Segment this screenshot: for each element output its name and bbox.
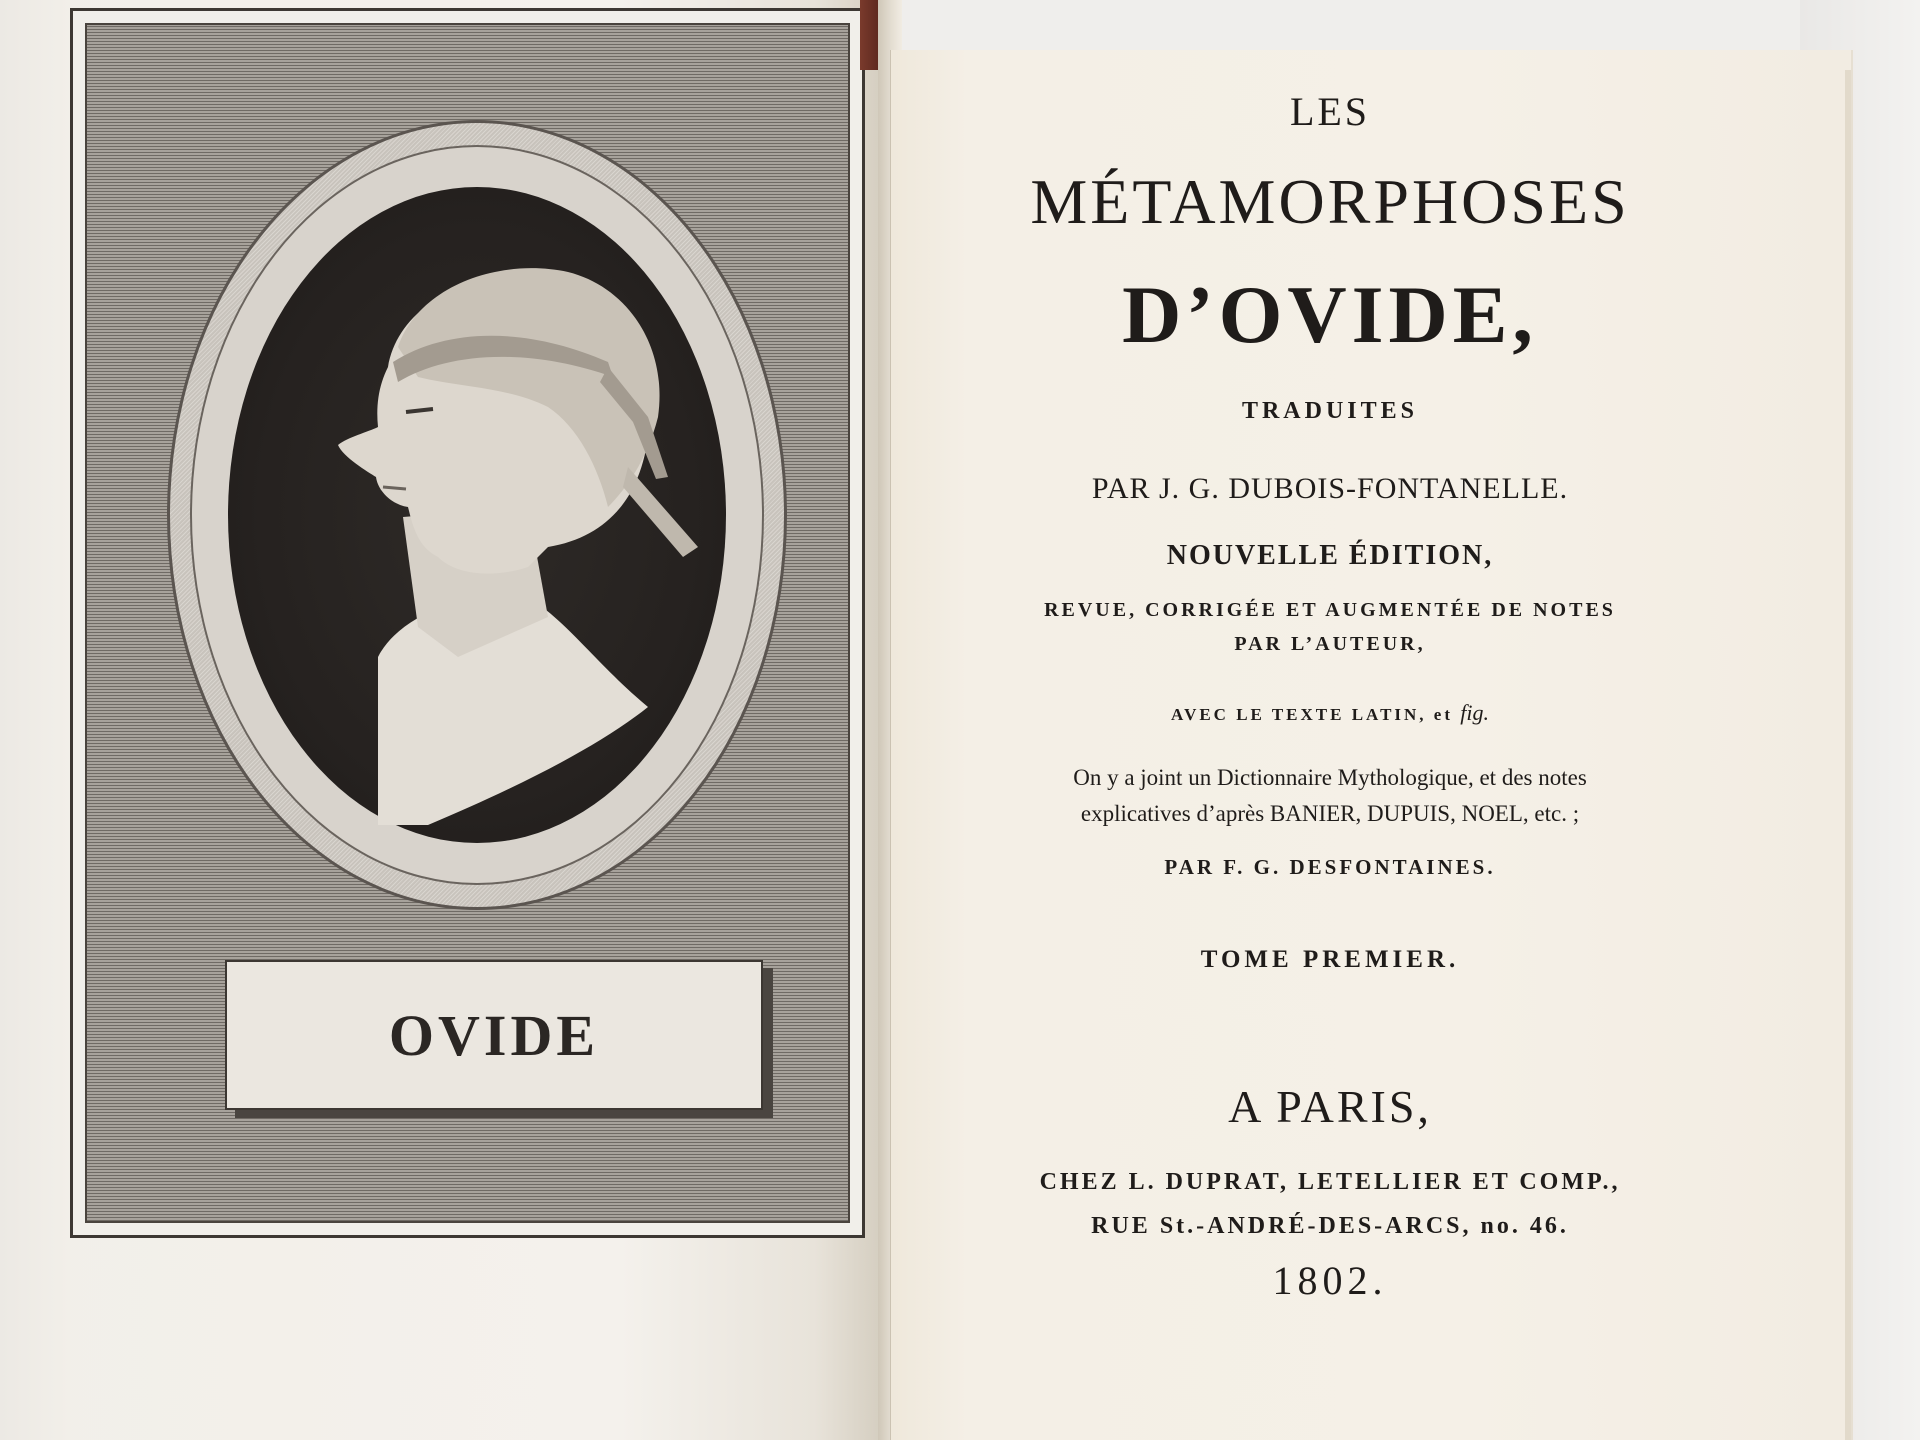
title-publisher: CHEZ L. DUPRAT, LETELLIER ET COMP., — [1039, 1169, 1621, 1195]
title-page-edge — [1845, 70, 1851, 1440]
title-tome: TOME PREMIER. — [1200, 946, 1460, 973]
title-main: MÉTAMORPHOSES — [1030, 166, 1630, 237]
engraving-background — [85, 23, 850, 1223]
title-avec — [950, 700, 1710, 726]
ovid-profile-bust — [228, 187, 704, 825]
frontispiece-engraving — [70, 8, 865, 1238]
portrait-oval — [228, 187, 726, 843]
title-edition: NOUVELLE ÉDITION, — [1166, 540, 1494, 571]
frontispiece-label — [225, 960, 763, 1110]
title-year: 1802. — [1272, 1258, 1388, 1303]
title-revue-line-1: REVUE, CORRIGÉE ET AUGMENTÉE DE NOTES — [1044, 599, 1616, 621]
title-dictionnaire — [950, 760, 1710, 832]
title-dict-line-1: On y a joint un Dictionnaire Mythologique, et des notes — [1073, 765, 1587, 790]
title-address: RUE St.-ANDRÉ-DES-ARCS, no. 46. — [1091, 1213, 1569, 1239]
title-traduites: TRADUITES — [1241, 398, 1419, 424]
left-page — [0, 0, 885, 1440]
title-dict-line-2: explicatives d’après BANIER, DUPUIS, NOEL, etc. ; — [1080, 801, 1580, 826]
frontispiece-label-text: OVIDE — [388, 1002, 600, 1068]
title-author: D’OVIDE, — [1122, 269, 1538, 360]
portrait-medallion — [167, 120, 787, 910]
title-avec-fig: fig. — [1460, 700, 1489, 725]
title-imprint — [950, 1160, 1710, 1248]
title-desfontaines: PAR F. G. DESFONTAINES. — [1164, 855, 1496, 879]
title-avec-text: AVEC LE TEXTE LATIN, et — [1170, 705, 1454, 724]
title-les: LES — [1289, 89, 1371, 134]
title-revue — [950, 593, 1710, 661]
left-page-edge — [0, 0, 70, 1440]
medallion-ring — [190, 145, 764, 885]
title-place: A PARIS, — [1228, 1081, 1432, 1132]
title-translator: PAR J. G. DUBOIS-FONTANELLE. — [1091, 472, 1569, 505]
title-revue-line-2: PAR L’AUTEUR, — [1234, 633, 1426, 655]
